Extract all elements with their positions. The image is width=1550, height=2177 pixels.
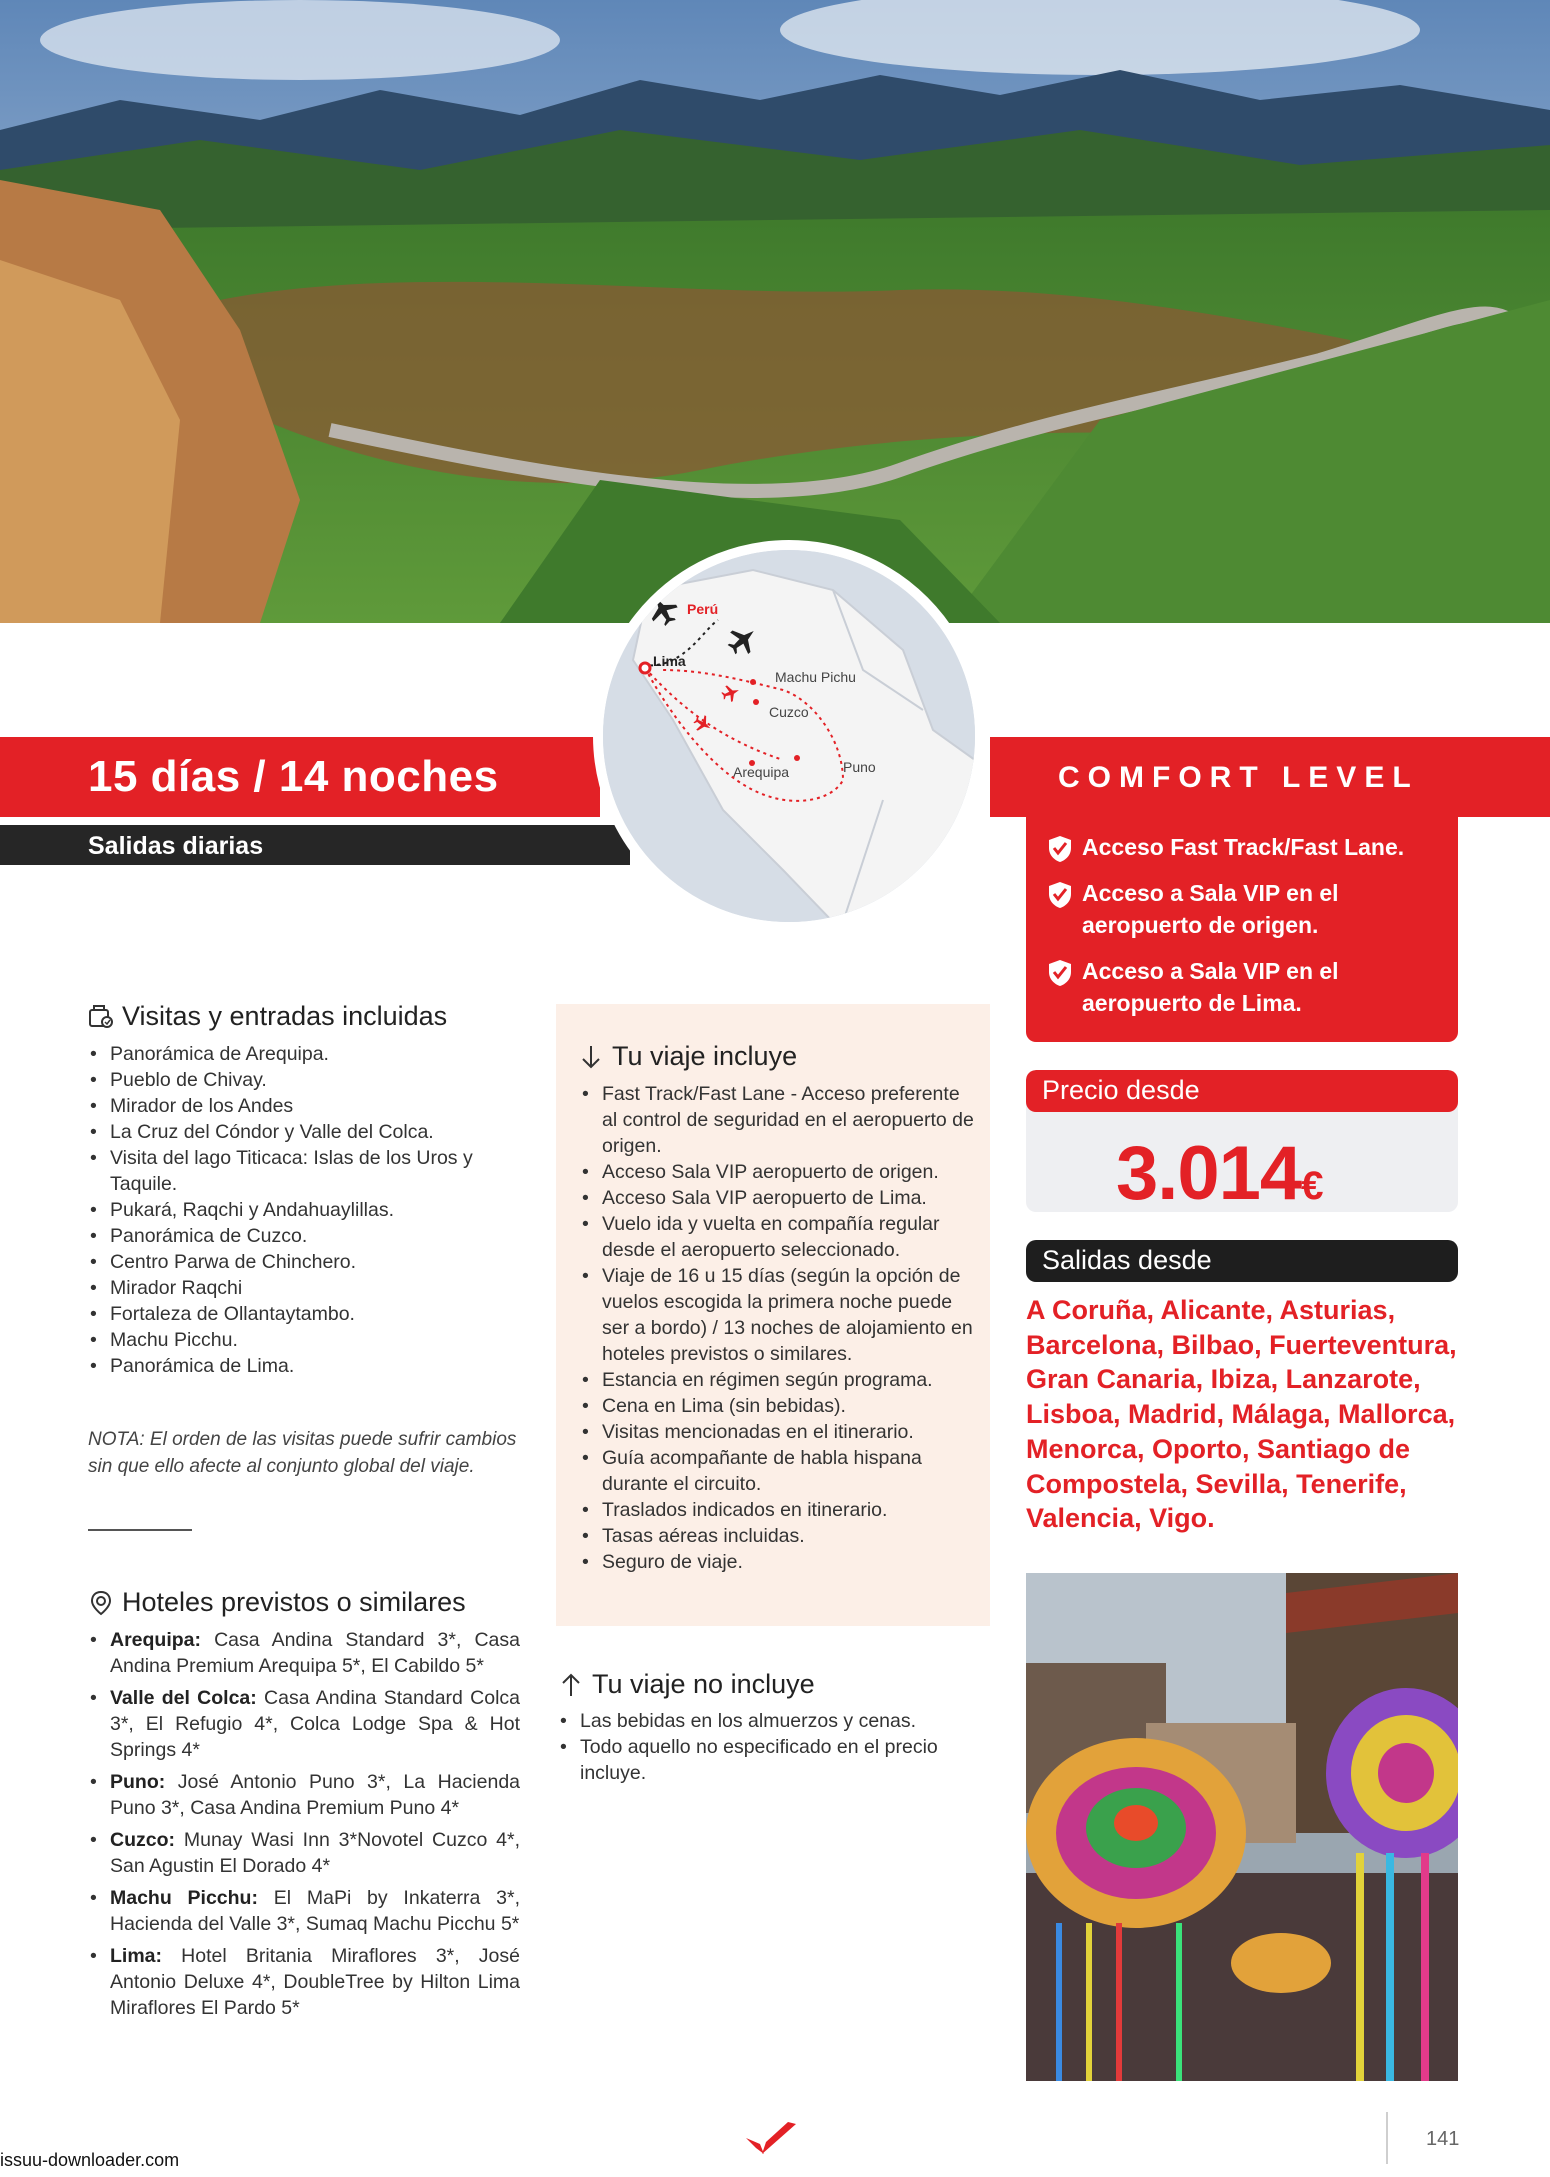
includes-title: Tu viaje incluye <box>612 1041 798 1071</box>
hotel-names: Casa Andina Standard 3*, Casa Andina Premium Arequipa 5*, El Cabildo 5* <box>110 1629 520 1677</box>
shield-check-icon <box>1048 959 1072 987</box>
map-label-arequipa: Arequipa <box>733 764 790 780</box>
list-item: • Pueblo de Chivay. <box>88 1067 528 1093</box>
list-item <box>88 1769 520 1821</box>
hotel-city: Puno: <box>110 1771 166 1793</box>
list-item: • Mirador Raqchi <box>88 1275 528 1301</box>
map-label-machu-pichu: Machu Pichu <box>775 669 856 685</box>
visits-note: NOTA: El orden de las visitas puede sufrir cambios sin que ello afecte al conjunto global del viaje. <box>88 1429 517 1477</box>
list-item: • Mirador de los Andes <box>88 1093 528 1119</box>
hero-landscape-photo <box>0 0 1550 623</box>
visits-list <box>88 1041 528 1379</box>
hotels-title: Hoteles previstos o similares <box>122 1587 466 1617</box>
list-item: • Tasas aéreas incluidas. <box>580 1523 980 1549</box>
departures-frequency: Salidas diarias <box>88 832 264 860</box>
map-label-lima: Lima <box>653 653 686 669</box>
list-item: • Cena en Lima (sin bebidas). <box>580 1393 980 1419</box>
list-item: • Machu Picchu. <box>88 1327 528 1353</box>
footer-divider <box>1386 2112 1388 2164</box>
hotel-names: El MaPi by Inkaterra 3*, Hacienda del Valle 3*, Sumaq Machu Picchu 5* <box>110 1887 521 1935</box>
watermark: issuu-downloader.com <box>0 2150 180 2170</box>
map-label-puno: Puno <box>843 759 876 775</box>
list-item: • Todo aquello no especificado en el precio incluye. <box>558 1734 978 1786</box>
excludes-section-header <box>558 1669 815 1700</box>
list-item: • Seguro de viaje. <box>580 1549 980 1575</box>
market-hats-photo <box>1026 1573 1458 2081</box>
comfort-item <box>1048 955 1368 1019</box>
includes-section-header <box>578 1041 797 1072</box>
list-item: • Estancia en régimen según programa. <box>580 1367 980 1393</box>
hotel-city: Cuzco: <box>110 1829 175 1851</box>
visits-section-header <box>88 1001 447 1032</box>
excludes-list <box>558 1708 978 1786</box>
comfort-level-title: COMFORT LEVEL <box>1058 761 1419 794</box>
hotel-city: Lima: <box>110 1945 163 1967</box>
list-item: • Visita del lago Titicaca: Islas de los Uros y Taquile. <box>88 1145 528 1197</box>
section-divider <box>88 1529 192 1531</box>
price-box <box>1026 1070 1458 1212</box>
brand-logo <box>742 2118 802 2160</box>
price-value <box>1116 1130 1322 1212</box>
departure-cities-label: Salidas desde <box>1042 1245 1212 1275</box>
list-item: • Las bebidas en los almuerzos y cenas. <box>558 1708 978 1734</box>
list-item: • La Cruz del Cóndor y Valle del Colca. <box>88 1119 528 1145</box>
list-item: • Fortaleza de Ollantaytambo. <box>88 1301 528 1327</box>
list-item <box>88 1685 520 1763</box>
price-label: Precio desde <box>1042 1075 1200 1105</box>
list-item: • Acceso Sala VIP aeropuerto de origen. <box>580 1159 980 1185</box>
comfort-item-text: Acceso a Sala VIP en el aeropuerto de origen. <box>1082 880 1339 938</box>
comfort-item <box>1048 831 1448 863</box>
list-item: • Pukará, Raqchi y Andahuaylillas. <box>88 1197 528 1223</box>
visits-title: Visitas y entradas incluidas <box>122 1001 448 1031</box>
list-item: • Centro Parwa de Chinchero. <box>88 1249 528 1275</box>
ticket-icon <box>88 1004 114 1030</box>
list-item: • Acceso Sala VIP aeropuerto de Lima. <box>580 1185 980 1211</box>
location-pin-icon <box>88 1590 114 1616</box>
page-number: 141 <box>1426 2128 1460 2150</box>
list-item <box>88 1627 520 1679</box>
list-item: • Guía acompañante de habla hispana durante el circuito. <box>580 1445 980 1497</box>
departure-cities-bar <box>1026 1240 1458 1282</box>
shield-check-icon <box>1048 835 1072 863</box>
list-item: • Viaje de 16 u 15 días (según la opción de vuelos escogida la primera noche puede ser a bordo) / 13 noches de alojamiento en hoteles previstos o similares. <box>580 1263 980 1367</box>
list-item: • Panorámica de Lima. <box>88 1353 528 1379</box>
comfort-item-text: Acceso a Sala VIP en el aeropuerto de Lima. <box>1082 958 1339 1016</box>
list-item <box>88 1885 520 1937</box>
list-item: • Panorámica de Arequipa. <box>88 1041 528 1067</box>
price-label-bar <box>1026 1070 1458 1112</box>
departure-cities-list: A Coruña, Alicante, Asturias, Barcelona, Bilbao, Fuerteventura, Gran Canaria, Ibiza, Lanzarote, Lisboa, Madrid, Málaga, Mallorca, Menorca, Oporto, Santiago de Compostela, Sevilla, Tenerife, Valencia, Vigo. <box>1026 1295 1457 1534</box>
map-label-country: Perú <box>687 601 719 617</box>
hotel-names: Munay Wasi Inn 3*Novotel Cuzco 4*, San Agustin El Dorado 4* <box>110 1829 521 1877</box>
comfort-item-text: Acceso Fast Track/Fast Lane. <box>1082 834 1405 860</box>
price-amount: 3.014 <box>1116 1131 1302 1212</box>
list-item: • Vuelo ida y vuelta en compañía regular desde el aeropuerto seleccionado. <box>580 1211 980 1263</box>
comfort-item <box>1048 877 1368 941</box>
hotel-names: Hotel Britania Miraflores 3*, José Antonio Deluxe 4*, DoubleTree by Hilton Lima Miraflores El Pardo 5* <box>110 1945 520 2019</box>
list-item: • Visitas mencionadas en el itinerario. <box>580 1419 980 1445</box>
list-item: • Fast Track/Fast Lane - Acceso preferente al control de seguridad en el aeropuerto de origen. <box>580 1081 980 1159</box>
price-currency: € <box>1301 1164 1323 1208</box>
hotel-city: Machu Picchu: <box>110 1887 258 1909</box>
excludes-title: Tu viaje no incluye <box>592 1669 815 1699</box>
hotel-names: Casa Andina Standard Colca 3*, El Refugio 4*, Colca Lodge Spa & Hot Springs 4* <box>110 1687 521 1761</box>
hotels-section-header <box>88 1587 466 1618</box>
trip-duration: 15 días / 14 noches <box>88 752 499 801</box>
includes-list <box>580 1081 980 1575</box>
shield-check-icon <box>1048 881 1072 909</box>
hotel-city: Valle del Colca: <box>110 1687 257 1709</box>
hotel-names: José Antonio Puno 3*, La Hacienda Puno 3*, Casa Andina Premium Puno 4* <box>110 1771 521 1819</box>
arrow-down-icon <box>578 1044 604 1070</box>
list-item <box>88 1827 520 1879</box>
map-label-cuzco: Cuzco <box>769 704 809 720</box>
arrow-up-icon <box>558 1672 584 1698</box>
route-map <box>593 540 985 932</box>
list-item: • Traslados indicados en itinerario. <box>580 1497 980 1523</box>
list-item: • Panorámica de Cuzco. <box>88 1223 528 1249</box>
list-item <box>88 1943 520 2021</box>
hotels-list <box>88 1627 520 2027</box>
hotel-city: Arequipa: <box>110 1629 202 1651</box>
